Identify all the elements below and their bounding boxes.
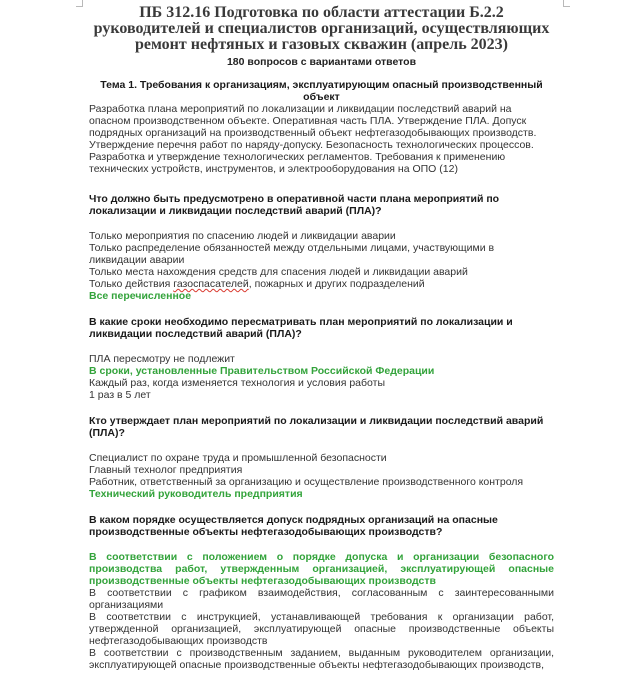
answer-option: Только мероприятия по спасению людей и ликвидации аварии bbox=[89, 230, 396, 242]
page-corner-mark-left bbox=[76, 0, 83, 7]
spellcheck-underlined-word: газоспасателей bbox=[173, 278, 249, 290]
answer-option: Каждый раз, когда изменяется технология и условия работы bbox=[89, 377, 385, 389]
answer-option: Работник, ответственный за организацию и осуществление производственного контроля bbox=[89, 476, 524, 488]
answer-option: В соответствии с графиком взаимодействия, согласованным с заинтересованными организациями bbox=[89, 587, 554, 611]
document-title: ПБ 312.16 Подготовка по области аттестации Б.2.2 руководителей и специалистов организаций, осуществляющих ремонт нефтяных и газовых скважин (апрель 2023) bbox=[93, 4, 550, 53]
answer-text-part: , пожарных и других подразделений bbox=[248, 278, 425, 290]
question-text: Что должно быть предусмотрено в оперативной части плана мероприятий по локализации и ликвидации последствий аварий (ПЛА)? bbox=[89, 193, 500, 217]
document-subtitle: 180 вопросов с вариантами ответов bbox=[226, 56, 417, 68]
question-text: В какие сроки необходимо пересматривать план мероприятий по локализации и ликвидации последствий аварий (ПЛА)? bbox=[89, 316, 513, 340]
topic-description: Разработка плана мероприятий по локализации и ликвидации последствий аварий на опасном производственном объекте. Оперативная часть ПЛА. Утверждение ПЛА. Допуск подрядных организаций на производственный объект нефтегазодобывающих производств. Утверждение перечня работ по наряду-допуску. Безопасность технологических процессов. Разработка и утверждение технологических регламентов. Требования к применению технических устройств, инструментов, и электрооборудования на ОПО (12) bbox=[89, 103, 537, 175]
answer-option: Специалист по охране труда и промышленной безопасности bbox=[89, 452, 387, 464]
question-4 bbox=[89, 514, 554, 671]
answer-option: Главный технолог предприятия bbox=[89, 464, 243, 476]
answer-option: Только места нахождения средств для спасения людей и ликвидации аварий bbox=[89, 266, 468, 278]
correct-answer: В соответствии с положением о порядке допуска и организации безопасного производства работ, утвержденным организацией, эксплуатирующей опасные производственные объекты нефтегазодобывающих производств bbox=[89, 551, 554, 587]
question-2 bbox=[89, 316, 554, 401]
answer-text-part: Только действия bbox=[89, 278, 174, 290]
answer-option bbox=[89, 278, 554, 290]
question-3 bbox=[89, 415, 554, 500]
question-1 bbox=[89, 193, 554, 302]
answer-option: В соответствии с производственным заданием, выданным руководителем организации, эксплуатирующей опасные производственные объекты нефтегазодобывающих производств, bbox=[89, 647, 554, 671]
correct-answer: В сроки, установленные Правительством Российской Федерации bbox=[89, 365, 435, 377]
answer-option: 1 раз в 5 лет bbox=[89, 389, 151, 401]
question-text: Кто утверждает план мероприятий по локализации и ликвидации последствий аварий (ПЛА)? bbox=[89, 415, 544, 439]
answer-option: Только распределение обязанностей между отдельными лицами, участвующими в ликвидации аварии bbox=[89, 242, 495, 266]
correct-answer: Технический руководитель предприятия bbox=[89, 488, 303, 500]
page-corner-mark-right bbox=[563, 0, 570, 7]
answer-option: В соответствии с инструкцией, устанавливающей требования к организации работ, утвержденной организацией, эксплуатирующей опасные производственные объекты нефтегазодобывающих производств bbox=[89, 611, 554, 647]
document-page bbox=[89, 5, 554, 685]
answer-option: ПЛА пересмотру не подлежит bbox=[89, 353, 235, 365]
question-text: В каком порядке осуществляется допуск подрядных организаций на опасные производственные объекты нефтегазодобывающих производств? bbox=[89, 514, 498, 538]
topic-title: Тема 1. Требования к организациям, эксплуатирующим опасный производственный объект bbox=[100, 79, 543, 103]
correct-answer: Все перечисленное bbox=[89, 290, 192, 302]
